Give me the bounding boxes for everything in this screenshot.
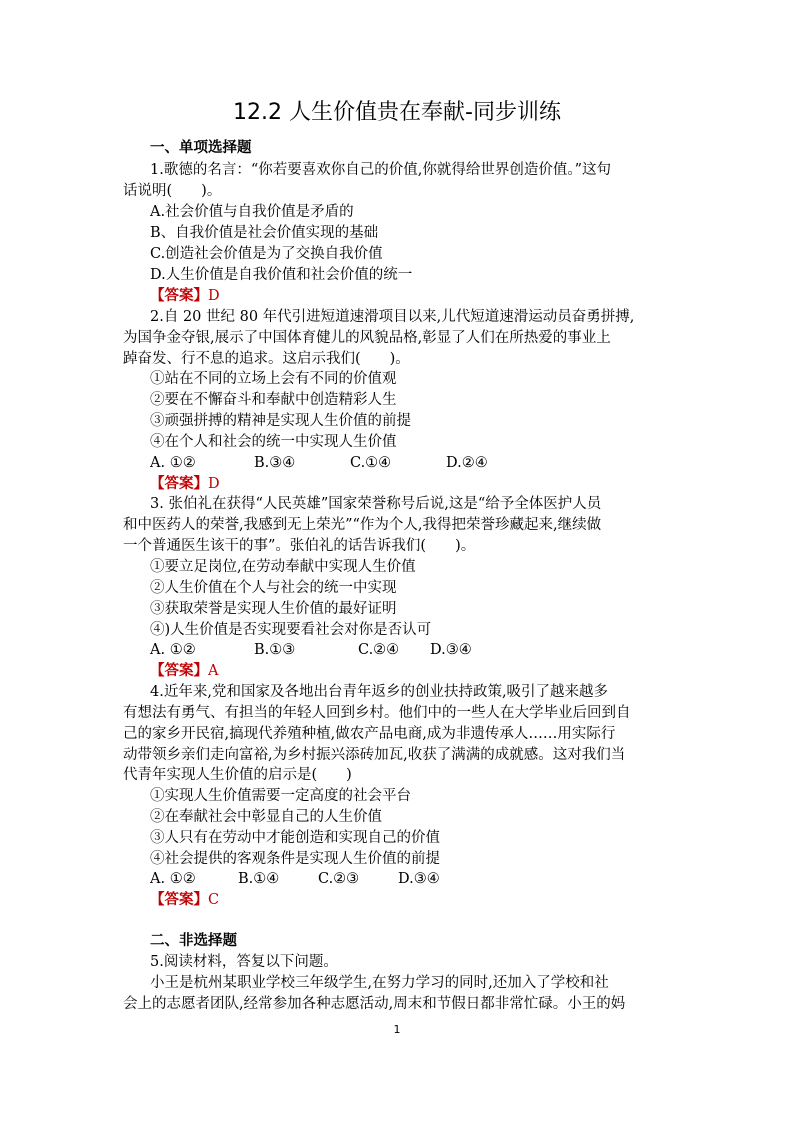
q3-statement-1: ①要立足岗位,在劳动奉献中实现人生价值 [150, 559, 416, 575]
answer-tag: 【答案】 [150, 475, 208, 492]
section-heading-non-choice: 二、非选择题 [150, 933, 237, 949]
q2-stem-line3: 踔奋发、行不息的追求。这启示我们( )。 [123, 351, 410, 367]
q2-statement-3: ③顽强拼搏的精神是实现人生价值的前提 [150, 413, 411, 429]
q4-option-b: B.①④ [238, 871, 280, 887]
q2-statement-1: ①站在不同的立场上会有不同的价值观 [150, 371, 397, 387]
q4-option-c: C.②③ [318, 871, 360, 887]
q2-option-c: C.①④ [350, 455, 392, 471]
answer-value: D [208, 476, 220, 492]
answer-value: A [208, 663, 219, 679]
q2-option-d: D.②④ [446, 455, 488, 471]
q2-option-b: B.③④ [254, 455, 296, 471]
answer-tag: 【答案】 [150, 287, 208, 304]
answer-value: D [208, 288, 220, 304]
q2-statement-4: ④在个人和社会的统一中实现人生价值 [150, 434, 397, 450]
q1-stem-line2: 话说明( )。 [123, 183, 222, 199]
q4-option-a: A. ①② [150, 871, 196, 887]
q3-option-b: B.①③ [254, 642, 296, 658]
q1-stem-line1: 1.歌德的名言：“你若要喜欢你自己的价值,你就得给世界创造价值。”这句 [150, 162, 612, 178]
q3-options [150, 640, 472, 660]
answer-tag: 【答案】 [150, 891, 208, 908]
q2-stem-line1: 2.自 20 世纪 80 年代引进短道速滑项目以来,儿代短道速滑运动员奋勇拼搏, [150, 309, 635, 325]
q4-stem-line5: 代青年实现人生价值的启示是( ) [123, 767, 352, 783]
q2-options [150, 453, 488, 473]
page-number: 1 [393, 1023, 401, 1036]
q3-stem-line3: 一个普通医生该干的事”。张伯礼的话告诉我们( )。 [123, 538, 476, 554]
q3-stem-line1: 3. 张伯礼在获得“人民英雄”国家荣誉称号后说,这是“给予全体医护人员 [150, 496, 602, 512]
q1-option-d: D.人生价值是自我价值和社会价值的统一 [150, 267, 413, 283]
q4-options [150, 869, 440, 889]
q1-option-c: C.创造社会价值是为了交换自我价值 [150, 246, 383, 262]
section-heading-single-choice: 一、单项选择题 [150, 140, 252, 156]
q2-statement-2: ②要在不懈奋斗和奉献中创造精彩人生 [150, 392, 397, 408]
q2-stem-line2: 为国争金夺银,展示了中国体育健儿的风貌品格,彰显了人们在所热爱的事业上 [123, 330, 611, 346]
q1-option-a: A.社会价值与自我价值是矛盾的 [150, 204, 354, 220]
q4-statement-4: ④社会提供的客观条件是实现人生价值的前提 [150, 851, 440, 867]
q2-option-a: A. ①② [150, 455, 196, 471]
q3-stem-line2: 和中医药人的荣誉,我感到无上荣光”“作为个人,我得把荣誉珍藏起来,继续做 [123, 517, 602, 533]
q3-option-c: C.②④ [358, 642, 400, 658]
q3-answer [150, 661, 218, 681]
q4-statement-3: ③人只有在劳动中才能创造和实现自己的价值 [150, 830, 440, 846]
q4-stem-line1: 4.近年来,党和国家及各地出台青年返乡的创业扶持政策,吸引了越来越多 [150, 684, 609, 700]
q4-stem-line4: 动带领乡亲们走向富裕,为乡村振兴添砖加瓦,收获了满满的成就感。这对我们当 [123, 747, 626, 763]
q3-option-d: D.③④ [430, 642, 472, 658]
q5-stem-line2: 小王是杭州某职业学校三年级学生,在努力学习的同时,还加入了学校和社 [150, 975, 609, 991]
q4-stem-line2: 有想法有勇气、有担当的年轻人回到乡村。他们中的一些人在大学毕业后回到自 [123, 705, 631, 721]
q5-stem-line3: 会上的志愿者团队,经常参加各种志愿活动,周末和节假日都非常忙碌。小王的妈 [123, 996, 626, 1012]
q4-answer [150, 890, 219, 910]
q4-statement-1: ①实现人生价值需要一定高度的社会平台 [150, 788, 411, 804]
q3-statement-2: ②人生价值在个人与社会的统一中实现 [150, 580, 397, 596]
q3-statement-3: ③获取荣誉是实现人生价值的最好证明 [150, 601, 397, 617]
answer-tag: 【答案】 [150, 662, 208, 679]
page-title: 12.2 人生价值贵在奉献-同步训练 [233, 100, 561, 125]
q4-stem-line3: 己的家乡开民宿,搞现代养殖种植,做农产品电商,成为非遗传承人……用实际行 [123, 726, 616, 742]
q3-option-a: A. ①② [150, 642, 196, 658]
q1-option-b: B、自我价值是社会价值实现的基础 [150, 225, 379, 241]
answer-value: C [208, 892, 220, 908]
q3-statement-4: ④)人生价值是否实现要看社会对你是否认可 [150, 622, 432, 638]
q5-stem-line1: 5.阅读材料，答复以下问题。 [150, 954, 338, 970]
q4-option-d: D.③④ [398, 871, 440, 887]
q1-answer [150, 286, 220, 306]
q4-statement-2: ②在奉献社会中彰显自己的人生价值 [150, 809, 382, 825]
q2-answer [150, 474, 220, 494]
